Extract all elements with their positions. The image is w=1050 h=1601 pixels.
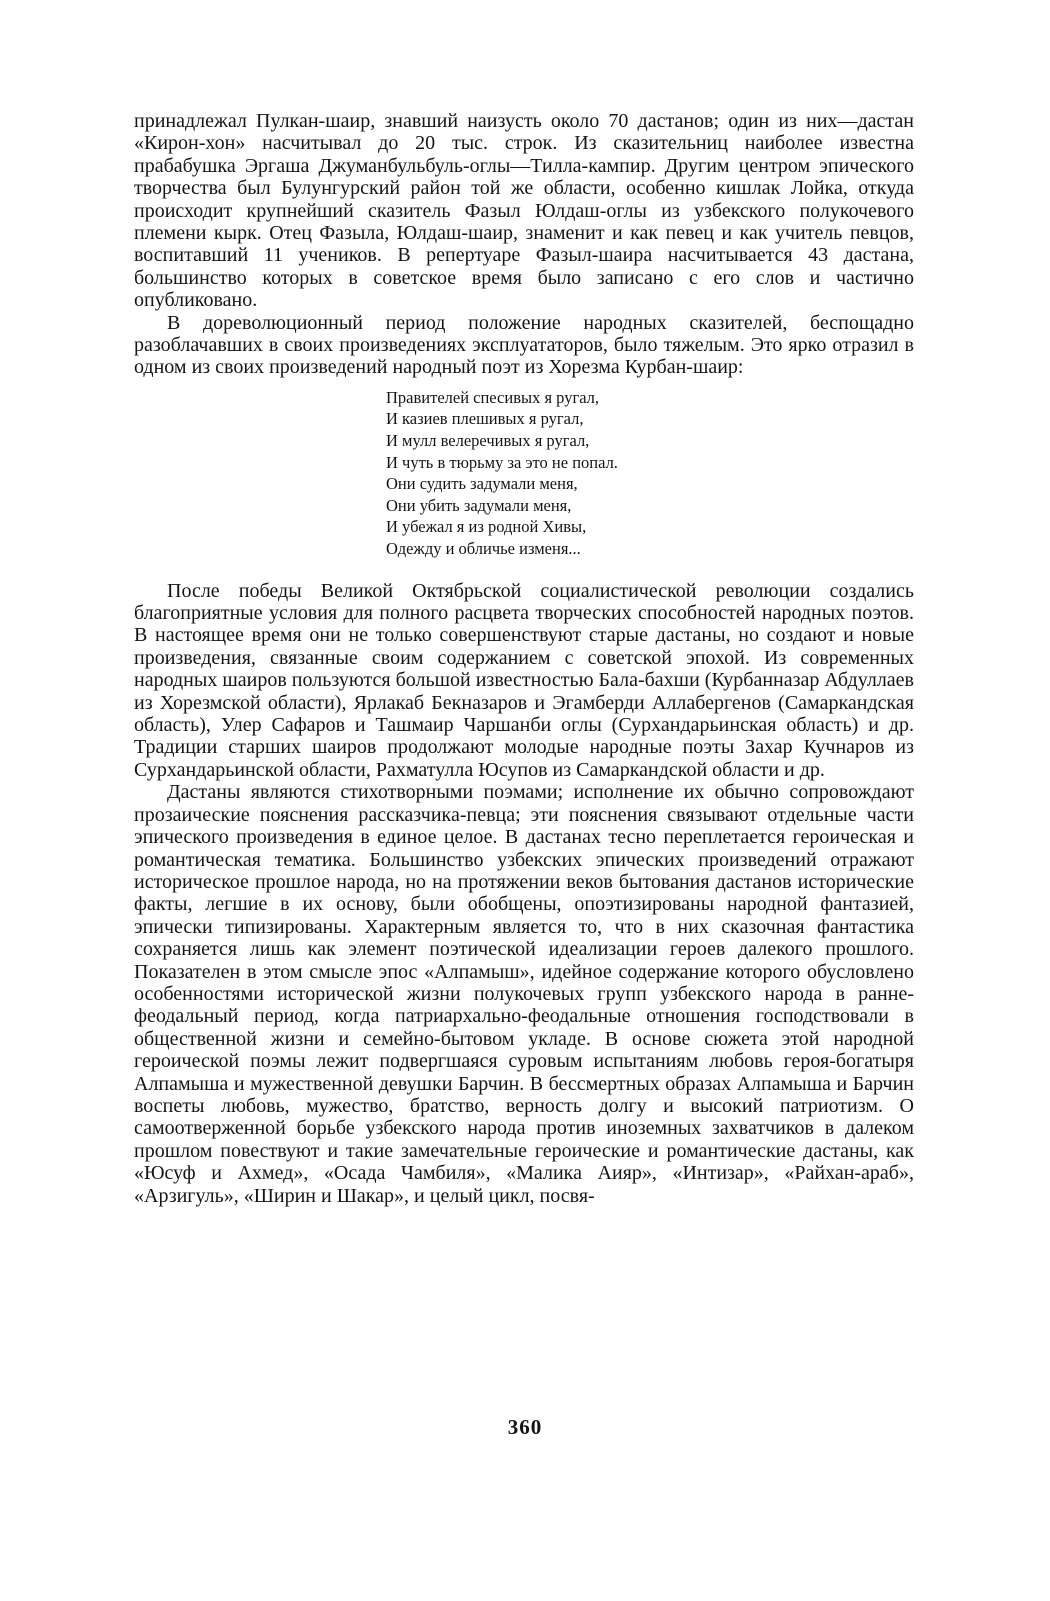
document-page xyxy=(134,110,914,1207)
poem-line: Правителей спесивых я ругал, xyxy=(386,387,600,407)
poem-line: И мулл велеречивых я ругал, xyxy=(386,431,590,451)
poem-line: Они судить задумали меня, xyxy=(386,474,578,494)
paragraph-dastans: Дастаны являются стихотворными поэмами; исполнение их обычно сопровождают прозаические пояснения рассказчика-певца; эти пояснения связывают отдельные части эпического произведения в единое целое. В дастанах тесно переплетается героическая и романтическая тематика. Большинство узбекских эпических произведений отражают историческое прошлое народа, но на протяжении веков бытования дастанов исторические факты, легшие в их основу, были обобщены, опоэтизированы народной фантазией, эпически типизированы. Характерным является то, что в них сказочная фантастика сохраняется лишь как элемент поэтической идеализации героев далекого прошлого. Показателен в этом смысле эпос «Алпамыш», идейное содержание которого обусловлено особенностями исторической жизни полукочевых групп узбекского народа в ранне-феодальный период, когда патриархально-феодальные отношения господствовали в общественной жизни и семейно-бытовом укладе. В основе сюжета этой народной героической поэмы лежит подвергшаяся суровым испытаниям любовь героя-богатыря Алпамыша и мужественной девушки Барчин. В бессмертных образах Алпамыша и Барчин воспеты любовь, мужество, братство, верность долгу и высокий патриотизм. О самоотверженной борьбе узбекского народа против иноземных захватчиков в далеком прошлом повествуют и такие замечательные героические и романтические дастаны, как «Юсуф и Ахмед», «Осада Чамбиля», «Малика Аияр», «Интизар», «Райхан-араб», «Арзигуль», «Ширин и Шакар», и целый цикл, посвя- xyxy=(134,781,914,1207)
poem-line: И казиев плешивых я ругал, xyxy=(386,409,584,429)
poem-line: И чуть в тюрьму за это не попал. xyxy=(386,452,618,472)
page-number: 360 xyxy=(507,1415,543,1439)
poem-line: Они убить задумали меня, xyxy=(386,495,572,515)
paragraph-continued: принадлежал Пулкан-шаир, знавший наизусть около 70 дастанов; один из них—дастан «Кирон-хон» насчитывал до 20 тыс. строк. Из сказительниц наиболее известна прабабушка Эргаша Джуманбульбуль-оглы—Тилла-кампир. Другим центром эпического творчества был Булунгурский район той же области, особенно кишлак Лойка, откуда происходит крупнейший сказитель Фазыл Юлдаш-оглы из узбекского полукочевого племени кырк. Отец Фазыла, Юлдаш-шаир, знаменит и как певец и как учитель певцов, воспитавший 11 учеников. В репертуаре Фазыл-шаира насчитывается 43 дастана, большинство которых в советское время было записано с его слов и частично опубликовано. xyxy=(134,110,914,312)
poem-line: И убежал я из родной Хивы, xyxy=(386,517,587,537)
paragraph-prerevolution: В дореволюционный период положение народных сказителей, беспощадно разоблачавших в своих произведениях эксплуататоров, было тяжелым. Это ярко отразил в одном из своих произведений народный поэт из Хорезма Курбан-шаир: xyxy=(134,311,914,379)
poem-line: Одежду и обличье изменя... xyxy=(386,539,581,559)
poem-quote xyxy=(386,387,914,560)
paragraph-after-revolution: После победы Великой Октябрьской социалистической революции создались благоприятные условия для полного расцвета творческих способностей народных поэтов. В настоящее время они не только совершенствуют старые дастаны, но создают и новые произведения, связанные своим содержанием с советской эпохой. Из современных народных шаиров пользуются большой известностью Бала-бахши (Курбанназар Абдуллаев из Хорезмской области), Ярлакаб Бекназаров и Эгамберди Аллабергенов (Самаркандская область), Улер Сафаров и Ташмаир Чаршанби оглы (Сурхандарьинская область) и др. Традиции старших шаиров продолжают молодые народные поэты Захар Кучнаров из Сурхандарьинской области, Рахматулла Юсупов из Самаркандской области и др. xyxy=(134,579,914,781)
